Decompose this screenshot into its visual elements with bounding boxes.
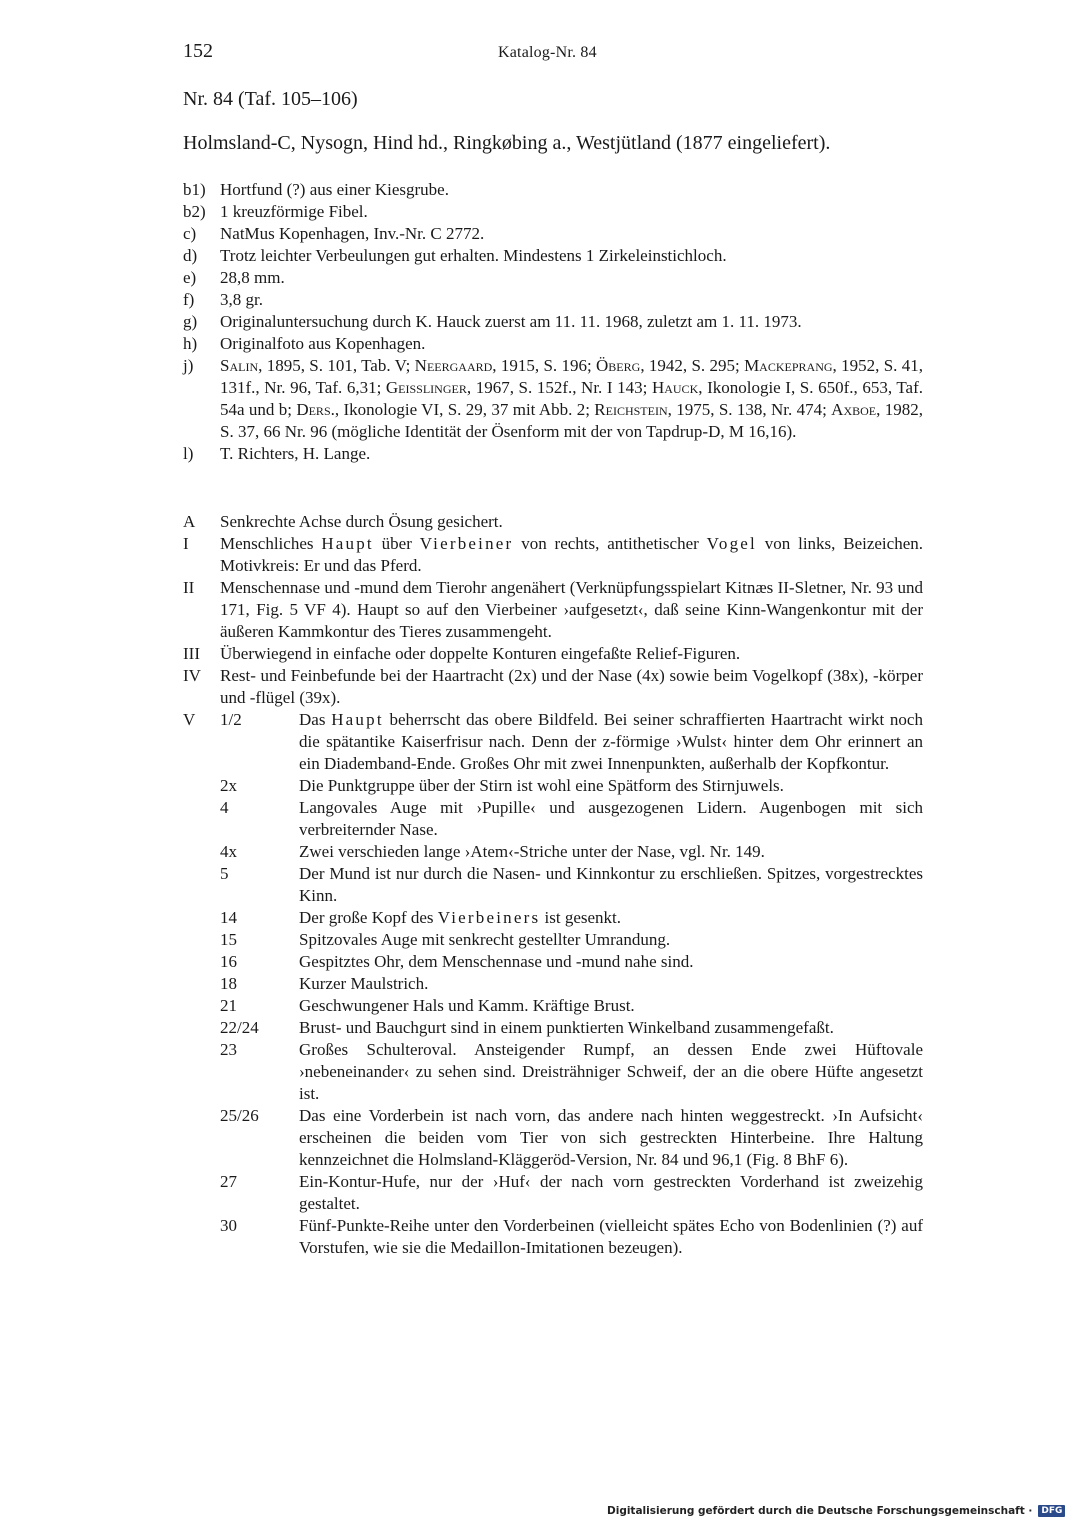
bib-ref: , 1982, S. 37, 66 Nr. 96 (mögliche Identität der Ösenform mit der von Tapdrup-D, M 16,16). <box>220 400 923 441</box>
text-run: von rechts, antithetischer <box>513 534 707 553</box>
analysis-label: II <box>183 578 195 597</box>
finding-row <box>220 1105 923 1171</box>
detail-text: Originalfoto aus Kopenhagen. <box>220 334 426 353</box>
finding-text: Der Mund ist nur durch die Nasen- und Kinnkontur zu erschließen. Spitzes, vorgestrecktes Kinn. <box>299 864 923 905</box>
analysis-section <box>183 511 923 1259</box>
analysis-text: Rest- und Feinbefunde bei der Haartracht (2x) und der Nase (4x) sowie beim Vogelkopf (38x), -körper und -flügel (39x). <box>220 666 923 707</box>
running-title: Katalog-Nr. 84 <box>498 44 597 61</box>
finding-text: Brust- und Bauchgurt sind in einem punktierten Winkelband zusammengefaßt. <box>299 1018 834 1037</box>
footer-text: Digitalisierung gefördert durch die Deutsche Forschungsgemeinschaft · <box>607 1505 1033 1517</box>
authors-text: T. Richters, H. Lange. <box>220 444 371 463</box>
bib-ref: , 1895, S. 101, Tab. V; <box>258 356 415 375</box>
analysis-row-ii <box>183 577 923 643</box>
finding-label: 2x <box>220 776 237 795</box>
finding-text: Das eine Vorderbein ist nach vorn, das andere nach hinten weggestreckt. ›In Aufsicht‹ erscheinen die beiden vom Tier von sich gestreckten Hinterbeine. Ihre Haltung kennzeichnet die Holmsland-Kläggeröd-Version, Nr. 84 und 96,1 (Fig. 8 BhF 6). <box>299 1106 923 1169</box>
analysis-row-v <box>183 709 923 1259</box>
detail-text: 3,8 gr. <box>220 290 263 309</box>
spaced-term: Vogel <box>706 534 757 553</box>
text-run: beherrscht das obere Bildfeld. Bei seiner schraffierten Haartracht wirkt noch die spätantike Kaiserfrisur nach. Denn der z-förmige ›Wulst‹ hinter dem Ohr erinnert an ein Diademband-Ende. Großes Ohr mit zwei Innenpunkten, außerhalb der Kopfkontur. <box>299 710 923 773</box>
detail-label: f) <box>183 290 195 309</box>
detail-row <box>183 311 923 333</box>
spaced-term: Vierbeiners <box>437 908 541 927</box>
author-oberg: Öberg <box>596 356 641 375</box>
finding-label: 25/26 <box>220 1106 259 1125</box>
bibliography-text <box>220 355 923 443</box>
running-header <box>183 40 923 64</box>
detail-row <box>183 223 923 245</box>
analysis-label: I <box>183 534 189 553</box>
text-run: Menschliches <box>220 534 322 553</box>
spaced-term: Haupt <box>331 710 384 729</box>
finding-text: Gespitztes Ohr, dem Menschennase und -mund nahe sind. <box>299 952 694 971</box>
author-mackeprang: Mackeprang <box>744 356 833 375</box>
finding-row <box>220 1039 923 1105</box>
analysis-row-a <box>183 511 923 533</box>
finding-text: Großes Schulteroval. Ansteigender Rumpf, an dessen Ende zwei Hüftovale ›nebeneinander‹ zu sehen sind. Dreisträhniger Schweif, der an die obere Hüfte angesetzt ist. <box>299 1040 923 1103</box>
author-ders: Ders. <box>296 400 335 419</box>
bib-ref: , 1967, S. 152f., Nr. I 143; <box>466 378 652 397</box>
analysis-text <box>220 533 923 577</box>
finding-row <box>220 907 923 929</box>
entry-number: Nr. 84 (Taf. 105–106) <box>183 88 358 110</box>
analysis-text: Senkrechte Achse durch Ösung gesichert. <box>220 512 503 531</box>
finding-text: Langovales Auge mit ›Pupille‹ und ausgezogenen Lidern. Augenbogen mit sich verbreiternder Nase. <box>299 798 923 839</box>
analysis-label: IV <box>183 666 201 685</box>
digitization-footer <box>607 1505 1065 1517</box>
finding-text: Kurzer Maulstrich. <box>299 974 429 993</box>
finding-text: Zwei verschieden lange ›Atem‹-Striche unter der Nase, vgl. Nr. 149. <box>299 842 765 861</box>
author-hauck: Hauck <box>651 378 699 397</box>
detail-label: c) <box>183 224 197 243</box>
detail-label: g) <box>183 312 198 331</box>
finding-row <box>220 841 923 863</box>
detail-row <box>183 201 923 223</box>
analysis-text: Menschennase und -mund dem Tierohr angenähert (Verknüpfungsspielart Kitnæs II-Sletner, Nr. 93 und 171, Fig. 5 VF 4). Haupt so auf den Vierbeiner ›aufgesetzt‹, daß seine Kinn-Wangenkontur mit der äußeren Kammkontur des Tieres zusammengeht. <box>220 578 923 641</box>
analysis-label: III <box>183 644 200 663</box>
finding-label: 27 <box>220 1172 237 1191</box>
text-run: über <box>373 534 420 553</box>
page-number: 152 <box>183 40 213 62</box>
spaced-term: Vierbeiner <box>419 534 514 553</box>
authors-label: l) <box>183 444 194 463</box>
bib-ref: , 1975, S. 138, Nr. 474; <box>667 400 832 419</box>
finding-row <box>220 775 923 797</box>
detail-text: 1 kreuzförmige Fibel. <box>220 202 368 221</box>
detail-row <box>183 333 923 355</box>
finding-label: 5 <box>220 864 229 883</box>
finding-label: 4x <box>220 842 237 861</box>
author-reichstein: Reichstein <box>594 400 668 419</box>
finding-text <box>299 709 923 775</box>
finding-text <box>299 907 923 929</box>
bib-ref: , Ikonologie I, S. 650f., 653, Taf. 54a und b; <box>220 378 924 419</box>
detail-label: b1) <box>183 180 206 199</box>
detail-text: Trotz leichter Verbeulungen gut erhalten. Mindestens 1 Zirkeleinstichloch. <box>220 246 727 265</box>
analysis-row-iv <box>183 665 923 709</box>
detail-label: e) <box>183 268 197 287</box>
finding-text: Geschwungener Hals und Kamm. Kräftige Brust. <box>299 996 635 1015</box>
detail-row <box>183 245 923 267</box>
text-run: von links, Beizeichen. Motivkreis: Er und das Pferd. <box>220 534 923 575</box>
detail-label: b2) <box>183 202 206 221</box>
author-geisslinger: Geisslinger <box>385 378 467 397</box>
finding-row <box>220 1017 923 1039</box>
finding-row <box>220 995 923 1017</box>
text-run: Das <box>299 710 332 729</box>
detail-text: Hortfund (?) aus einer Kiesgrube. <box>220 180 449 199</box>
text-run: ist gesenkt. <box>540 908 622 927</box>
spaced-term: Haupt <box>321 534 374 553</box>
bib-ref: , 1942, S. 295; <box>640 356 745 375</box>
details-list <box>183 179 923 465</box>
finding-label: 22/24 <box>220 1018 259 1037</box>
finding-text: Ein-Kontur-Hufe, nur der ›Huf‹ der nach vorn gestreckten Vorderhand ist zweizehig gestaltet. <box>299 1172 923 1213</box>
authors-row <box>183 443 923 465</box>
bib-ref: , Ikonologie VI, S. 29, 37 mit Abb. 2; <box>334 400 595 419</box>
analysis-text: Überwiegend in einfache oder doppelte Konturen eingefaßte Relief-Figuren. <box>220 644 741 663</box>
finding-row <box>220 929 923 951</box>
finding-text: Fünf-Punkte-Reihe unter den Vorderbeinen (vielleicht spätes Echo von Bodenlinien (?) auf Vorstufen, wie sie die Medaillon-Imitationen bezeugen). <box>299 1216 923 1257</box>
analysis-label: V <box>183 710 196 729</box>
detail-findings <box>220 709 923 1259</box>
text-run: Der große Kopf des <box>299 908 438 927</box>
finding-label: 30 <box>220 1216 237 1235</box>
finding-row <box>220 1215 923 1259</box>
finding-label: 4 <box>220 798 229 817</box>
bib-ref: , 1952, S. 41, 131f., Nr. 96, Taf. 6,31; <box>220 356 923 397</box>
finding-label: 16 <box>220 952 237 971</box>
bibliography-row <box>183 355 923 443</box>
detail-row <box>183 289 923 311</box>
finding-text: Die Punktgruppe über der Stirn ist wohl eine Spätform des Stirnjuwels. <box>299 776 784 795</box>
bib-ref: , 1915, S. 196; <box>492 356 597 375</box>
detail-label: h) <box>183 334 198 353</box>
finding-row <box>220 709 923 775</box>
finding-label: 23 <box>220 1040 237 1059</box>
finding-row <box>220 797 923 841</box>
analysis-label: A <box>183 512 196 531</box>
detail-text: Originaluntersuchung durch K. Hauck zuerst am 11. 11. 1968, zuletzt am 1. 11. 1973. <box>220 312 802 331</box>
detail-label: d) <box>183 246 198 265</box>
finding-row <box>220 1171 923 1215</box>
detail-row <box>183 179 923 201</box>
analysis-row-i <box>183 533 923 577</box>
site-title: Holmsland-C, Nysogn, Hind hd., Ringkøbing a., Westjütland (1877 eingeliefert). <box>183 132 831 154</box>
analysis-row-iii <box>183 643 923 665</box>
detail-row <box>183 267 923 289</box>
detail-text: 28,8 mm. <box>220 268 285 287</box>
author-neergaard: Neergaard <box>414 356 493 375</box>
finding-row <box>220 951 923 973</box>
finding-label: 15 <box>220 930 237 949</box>
finding-label: 18 <box>220 974 237 993</box>
author-salin: Salin <box>220 356 259 375</box>
bibliography-label: j) <box>183 356 194 375</box>
author-axboe: Axboe <box>831 400 877 419</box>
finding-label: 1/2 <box>220 710 242 729</box>
finding-row <box>220 973 923 995</box>
finding-text: Spitzovales Auge mit senkrecht gestellter Umrandung. <box>299 930 671 949</box>
finding-label: 14 <box>220 908 237 927</box>
dfg-logo: DFG <box>1038 1505 1065 1517</box>
finding-label: 21 <box>220 996 237 1015</box>
finding-row <box>220 863 923 907</box>
detail-text: NatMus Kopenhagen, Inv.-Nr. C 2772. <box>220 224 485 243</box>
